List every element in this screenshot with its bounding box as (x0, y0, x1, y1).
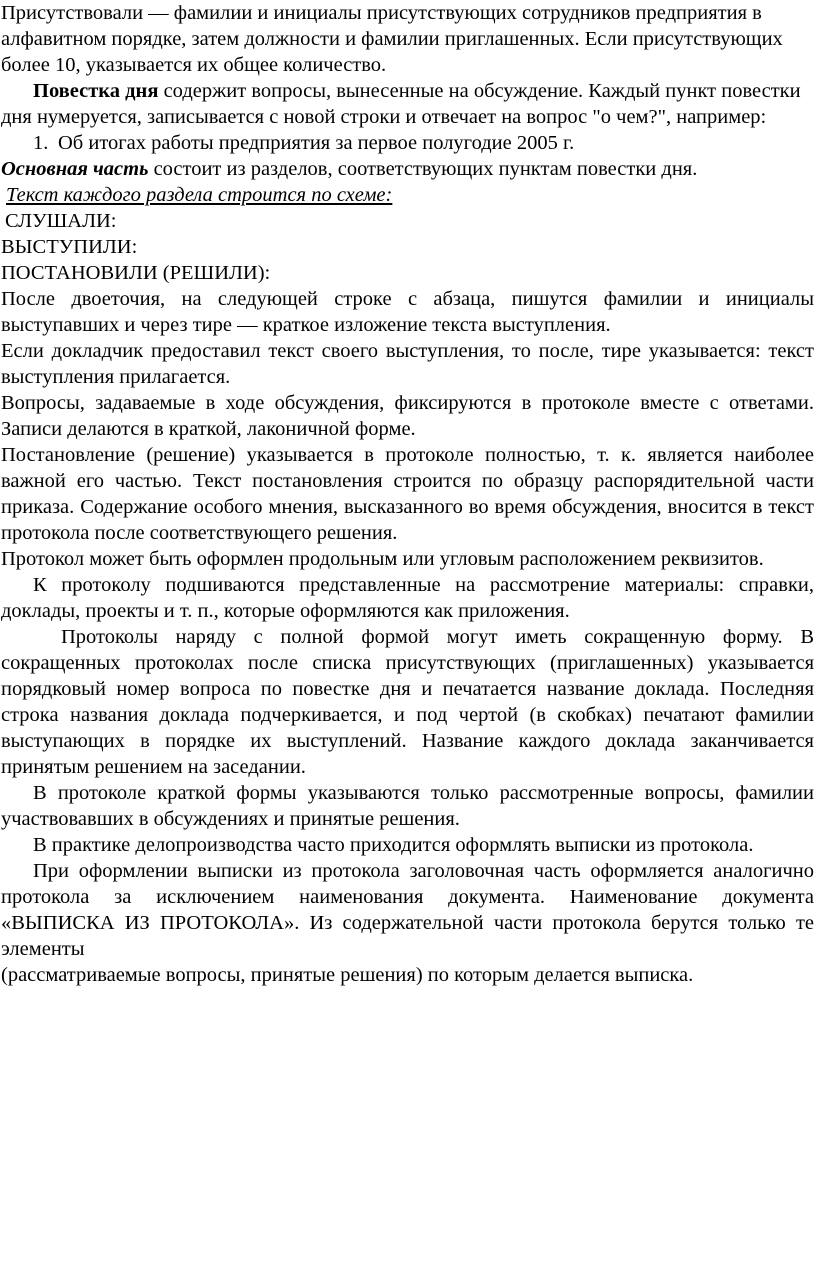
heading-spoke: ВЫСТУПИЛИ: (1, 236, 138, 258)
paragraph-resolution: Постановление (решение) указывается в протоколе полностью, т. к. является наиболее важной его частью. Текст постановления строится по образцу распорядительной части приказа. Содержание особого мнения, высказанного во время обсуждения, вносится в текст протокола после соответствующего решения. (1, 444, 814, 544)
paragraph-extract-elements: (рассматриваемые вопросы, принятые решения) по которым делается выписка. (1, 964, 694, 986)
agenda-list-item (0, 130, 816, 156)
paragraph-attachments: К протоколу подшиваются представленные на рассмотрение материалы: справки, доклады, проекты и т. п., которые оформляются как приложения. (1, 574, 814, 622)
main-part-description: состоит из разделов, соответствующих пунктам повестки дня. (148, 158, 698, 180)
paragraph-attendees: Присутствовали — фамилии и инициалы присутствующих сотрудников предприятия в алфавитном порядке, затем должности и фамилии приглашенных. Если присутствующих более 10, указывается их общее количество. (1, 2, 783, 76)
paragraph-questions: Вопросы, задаваемые в ходе обсуждения, фиксируются в протоколе вместе с ответами. Записи делаются в краткой, лаконичной форме. (1, 392, 814, 440)
paragraph-after-colon: После двоеточия, на следующей строке с абзаца, пишутся фамилии и инициалы выступавших и через тире — краткое изложение текста выступления. (1, 288, 814, 336)
paragraph-short-form-contents: В протоколе краткой формы указываются только рассмотренные вопросы, фамилии участвовавших в обсуждениях и принятые решения. (1, 782, 814, 830)
paragraph-extract-format: При оформлении выписки из протокола заголовочная часть оформляется аналогично протокола за исключением наименования документа. Наименование документа «ВЫПИСКА ИЗ ПРОТОКОЛА». Из содержательной части протокола берутся только те элементы (1, 860, 814, 960)
paragraph-layout: Протокол может быть оформлен продольным или угловым расположением реквизитов. (1, 548, 764, 570)
paragraph-scheme (0, 182, 816, 208)
agenda-term: Повестка дня (33, 80, 159, 102)
scheme-heading: Текст каждого раздела строится по схеме: (6, 184, 393, 206)
heading-heard: СЛУШАЛИ: (5, 210, 117, 232)
paragraph-speaker-text: Если докладчик предоставил текст своего выступления, то после, тире указывается: текст выступления прилагается. (1, 340, 814, 388)
list-item-text: Об итогах работы предприятия за первое полугодие 2005 г. (58, 132, 575, 154)
agenda-description: содержит вопросы, вынесенные на обсуждение. Каждый пункт повестки дня нумеруется, записывается с новой строки и отвечает на вопрос "о чем?", например: (1, 80, 801, 128)
list-number: 1. (33, 132, 49, 154)
paragraph-main-part (0, 156, 816, 182)
paragraph-extracts: В практике делопроизводства часто приходится оформлять выписки из протокола. (33, 834, 754, 856)
heading-resolved: ПОСТАНОВИЛИ (РЕШИЛИ): (1, 262, 271, 284)
paragraph-short-form: Протоколы наряду с полной формой могут иметь сокращенную форму. В сокращенных протоколах после списка присутствующих (приглашенных) указывается порядковый номер вопроса по повестке дня и печатается название доклада. Последняя строка названия доклада подчеркивается, и под чертой (в скобках) печатают фамилии выступающих в порядке их выступлений. Название каждого доклада заканчивается принятым решением на заседании. (1, 626, 814, 778)
paragraph-agenda (0, 78, 816, 130)
main-part-term: Основная часть (1, 158, 149, 180)
